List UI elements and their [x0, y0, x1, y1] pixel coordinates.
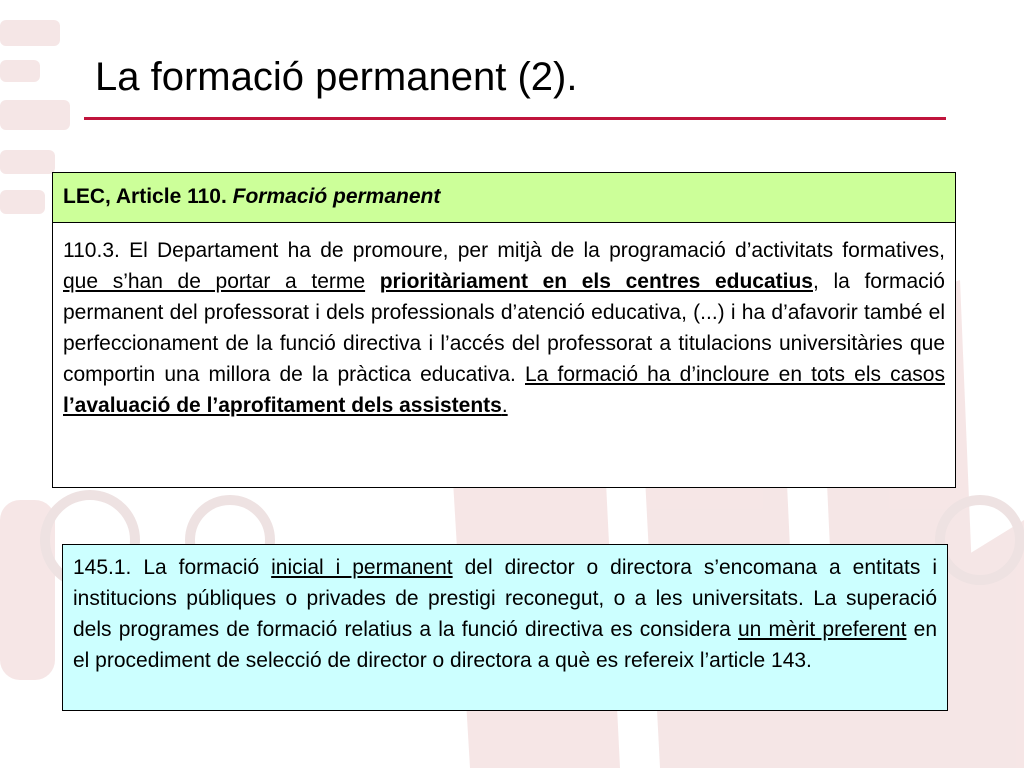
note-underline-1: inicial i permanent — [271, 556, 453, 579]
article-text-1: 110.3. El Departament ha de promoure, per mitjà de la programació d’activitats formatives, — [63, 239, 945, 262]
article-emphasis-1-text: prioritàriament en els centres educatius — [379, 270, 813, 293]
article-body-text — [53, 223, 955, 421]
article-header-title: Formació permanent — [232, 185, 441, 208]
article-145-box — [62, 544, 948, 711]
article-text-3: , la formació permanent del professorat i dels professionals d’atenció educativa, (...) i ha d’afavorir també el perfeccionament de la funció directiva i l’accés del professorat a titulacions universitàries que comportin una millora de la pràctica educativa. — [63, 270, 945, 386]
article-text-2 — [365, 270, 380, 293]
article-emphasis-1 — [380, 270, 813, 293]
article-underline-1: que s’han de portar a terme — [63, 270, 366, 293]
article-emphasis-2-text: l’avaluació de l’aprofitament dels assistents — [63, 394, 502, 417]
article-end-period: . — [501, 394, 508, 417]
slide-title: La formació permanent (2). — [95, 55, 578, 99]
article-header-ref: LEC, Article 110. — [63, 185, 233, 208]
note-text-3: en el procediment de selecció de director o directora a què es refereix l’article 143. — [73, 618, 937, 672]
article-header — [53, 173, 955, 223]
article-emphasis-2 — [63, 394, 502, 417]
note-underline-2: un mèrit preferent — [738, 618, 907, 641]
article-110-box — [52, 172, 956, 488]
article-underline-2: La formació ha d’incloure en tots els casos — [525, 363, 945, 386]
note-text-1: 145.1. La formació — [73, 556, 272, 579]
title-underline — [84, 117, 946, 120]
note-text-2: del director o directora s’encomana a entitats i institucions públiques o privades de prestigi reconegut, o a les universitats. La superació dels programes de formació relatius a la funció directiva es considera — [73, 556, 937, 641]
